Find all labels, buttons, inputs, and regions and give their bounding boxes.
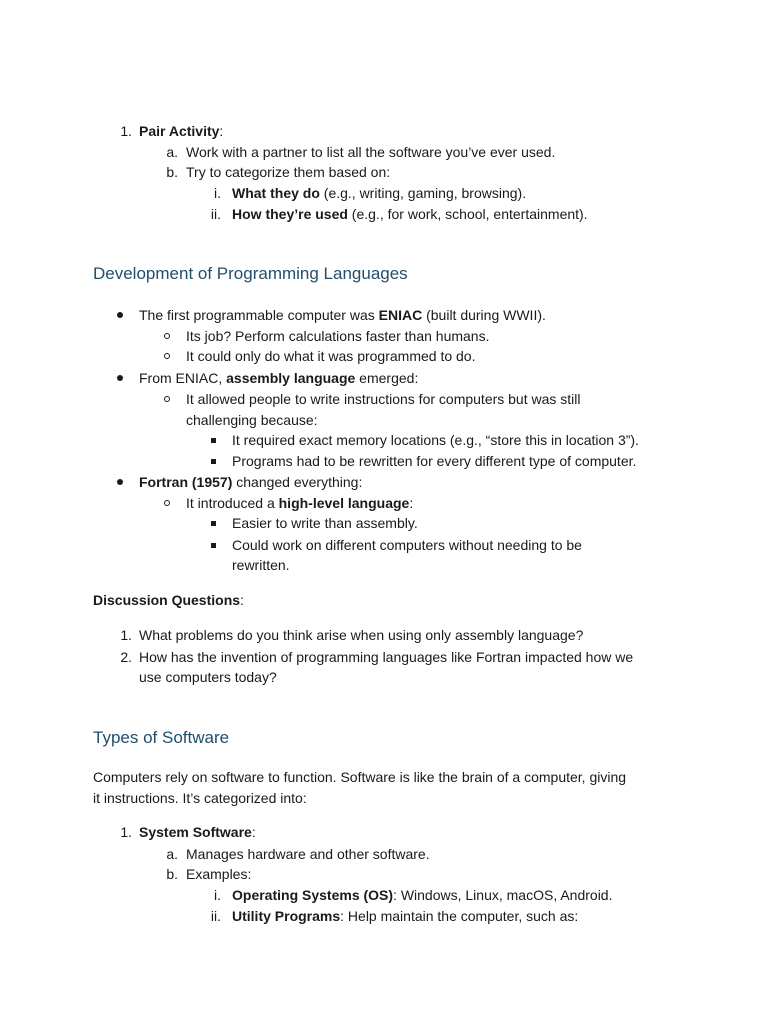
- bullet-icon: [117, 312, 123, 318]
- list-item: The first programmable computer was ENIAC (built during WWII).: [139, 307, 546, 323]
- list-item-continuation: rewritten.: [232, 557, 290, 573]
- square-bullet-icon: [211, 521, 216, 526]
- list-item: From ENIAC, assembly language emerged:: [139, 370, 419, 386]
- list-marker: i.: [214, 185, 221, 201]
- list-item: It could only do what it was programmed to do.: [186, 348, 476, 364]
- list-marker: b.: [166, 164, 178, 180]
- discussion-question: How has the invention of programming languages like Fortran impacted how we: [139, 649, 634, 665]
- list-number: 1.: [120, 627, 132, 643]
- pair-activity-title: Pair Activity:: [139, 123, 224, 139]
- circle-bullet-icon: [164, 353, 170, 359]
- section-heading-types: Types of Software: [93, 728, 230, 747]
- paragraph-line: it instructions. It’s categorized into:: [93, 790, 307, 806]
- list-item: Its job? Perform calculations faster than humans.: [186, 328, 490, 344]
- list-item: Manages hardware and other software.: [186, 846, 430, 862]
- list-marker: i.: [214, 887, 221, 903]
- list-item-continuation: challenging because:: [186, 412, 318, 428]
- square-bullet-icon: [211, 543, 216, 548]
- list-item: Try to categorize them based on:: [186, 164, 391, 180]
- list-item: Operating Systems (OS): Windows, Linux, macOS, Android.: [232, 887, 613, 903]
- circle-bullet-icon: [164, 333, 170, 339]
- list-number: 1.: [120, 123, 132, 139]
- paragraph-line: Computers rely on software to function. Software is like the brain of a computer, giving: [93, 769, 627, 785]
- discussion-question: What problems do you think arise when using only assembly language?: [139, 627, 584, 643]
- discussion-question-continuation: use computers today?: [139, 669, 277, 685]
- list-item: It introduced a high-level language:: [186, 495, 414, 511]
- list-item: Easier to write than assembly.: [232, 515, 418, 531]
- list-number: 1.: [120, 824, 132, 840]
- list-item: Examples:: [186, 866, 252, 882]
- discussion-label: Discussion Questions:: [93, 592, 244, 608]
- list-item: It required exact memory locations (e.g., “store this in location 3”).: [232, 432, 639, 448]
- list-item: Fortran (1957) changed everything:: [139, 474, 363, 490]
- list-marker: a.: [166, 846, 178, 862]
- list-marker: ii.: [210, 206, 221, 222]
- list-item: It allowed people to write instructions for computers but was still: [186, 391, 581, 407]
- list-item: What they do (e.g., writing, gaming, browsing).: [232, 185, 527, 201]
- circle-bullet-icon: [164, 396, 170, 402]
- circle-bullet-icon: [164, 500, 170, 506]
- bullet-icon: [117, 479, 123, 485]
- square-bullet-icon: [211, 459, 216, 464]
- list-item: Utility Programs: Help maintain the computer, such as:: [232, 908, 579, 924]
- bullet-icon: [117, 375, 123, 381]
- square-bullet-icon: [211, 438, 216, 443]
- list-item: Could work on different computers without needing to be: [232, 537, 582, 553]
- list-item: Work with a partner to list all the software you’ve ever used.: [186, 144, 556, 160]
- system-software-title: System Software:: [139, 824, 256, 840]
- list-marker: b.: [166, 866, 178, 882]
- list-item: Programs had to be rewritten for every different type of computer.: [232, 453, 637, 469]
- list-item: How they’re used (e.g., for work, school, entertainment).: [232, 206, 588, 222]
- list-number: 2.: [120, 649, 132, 665]
- section-heading-development: Development of Programming Languages: [93, 264, 408, 283]
- list-marker: ii.: [210, 908, 221, 924]
- list-marker: a.: [166, 144, 178, 160]
